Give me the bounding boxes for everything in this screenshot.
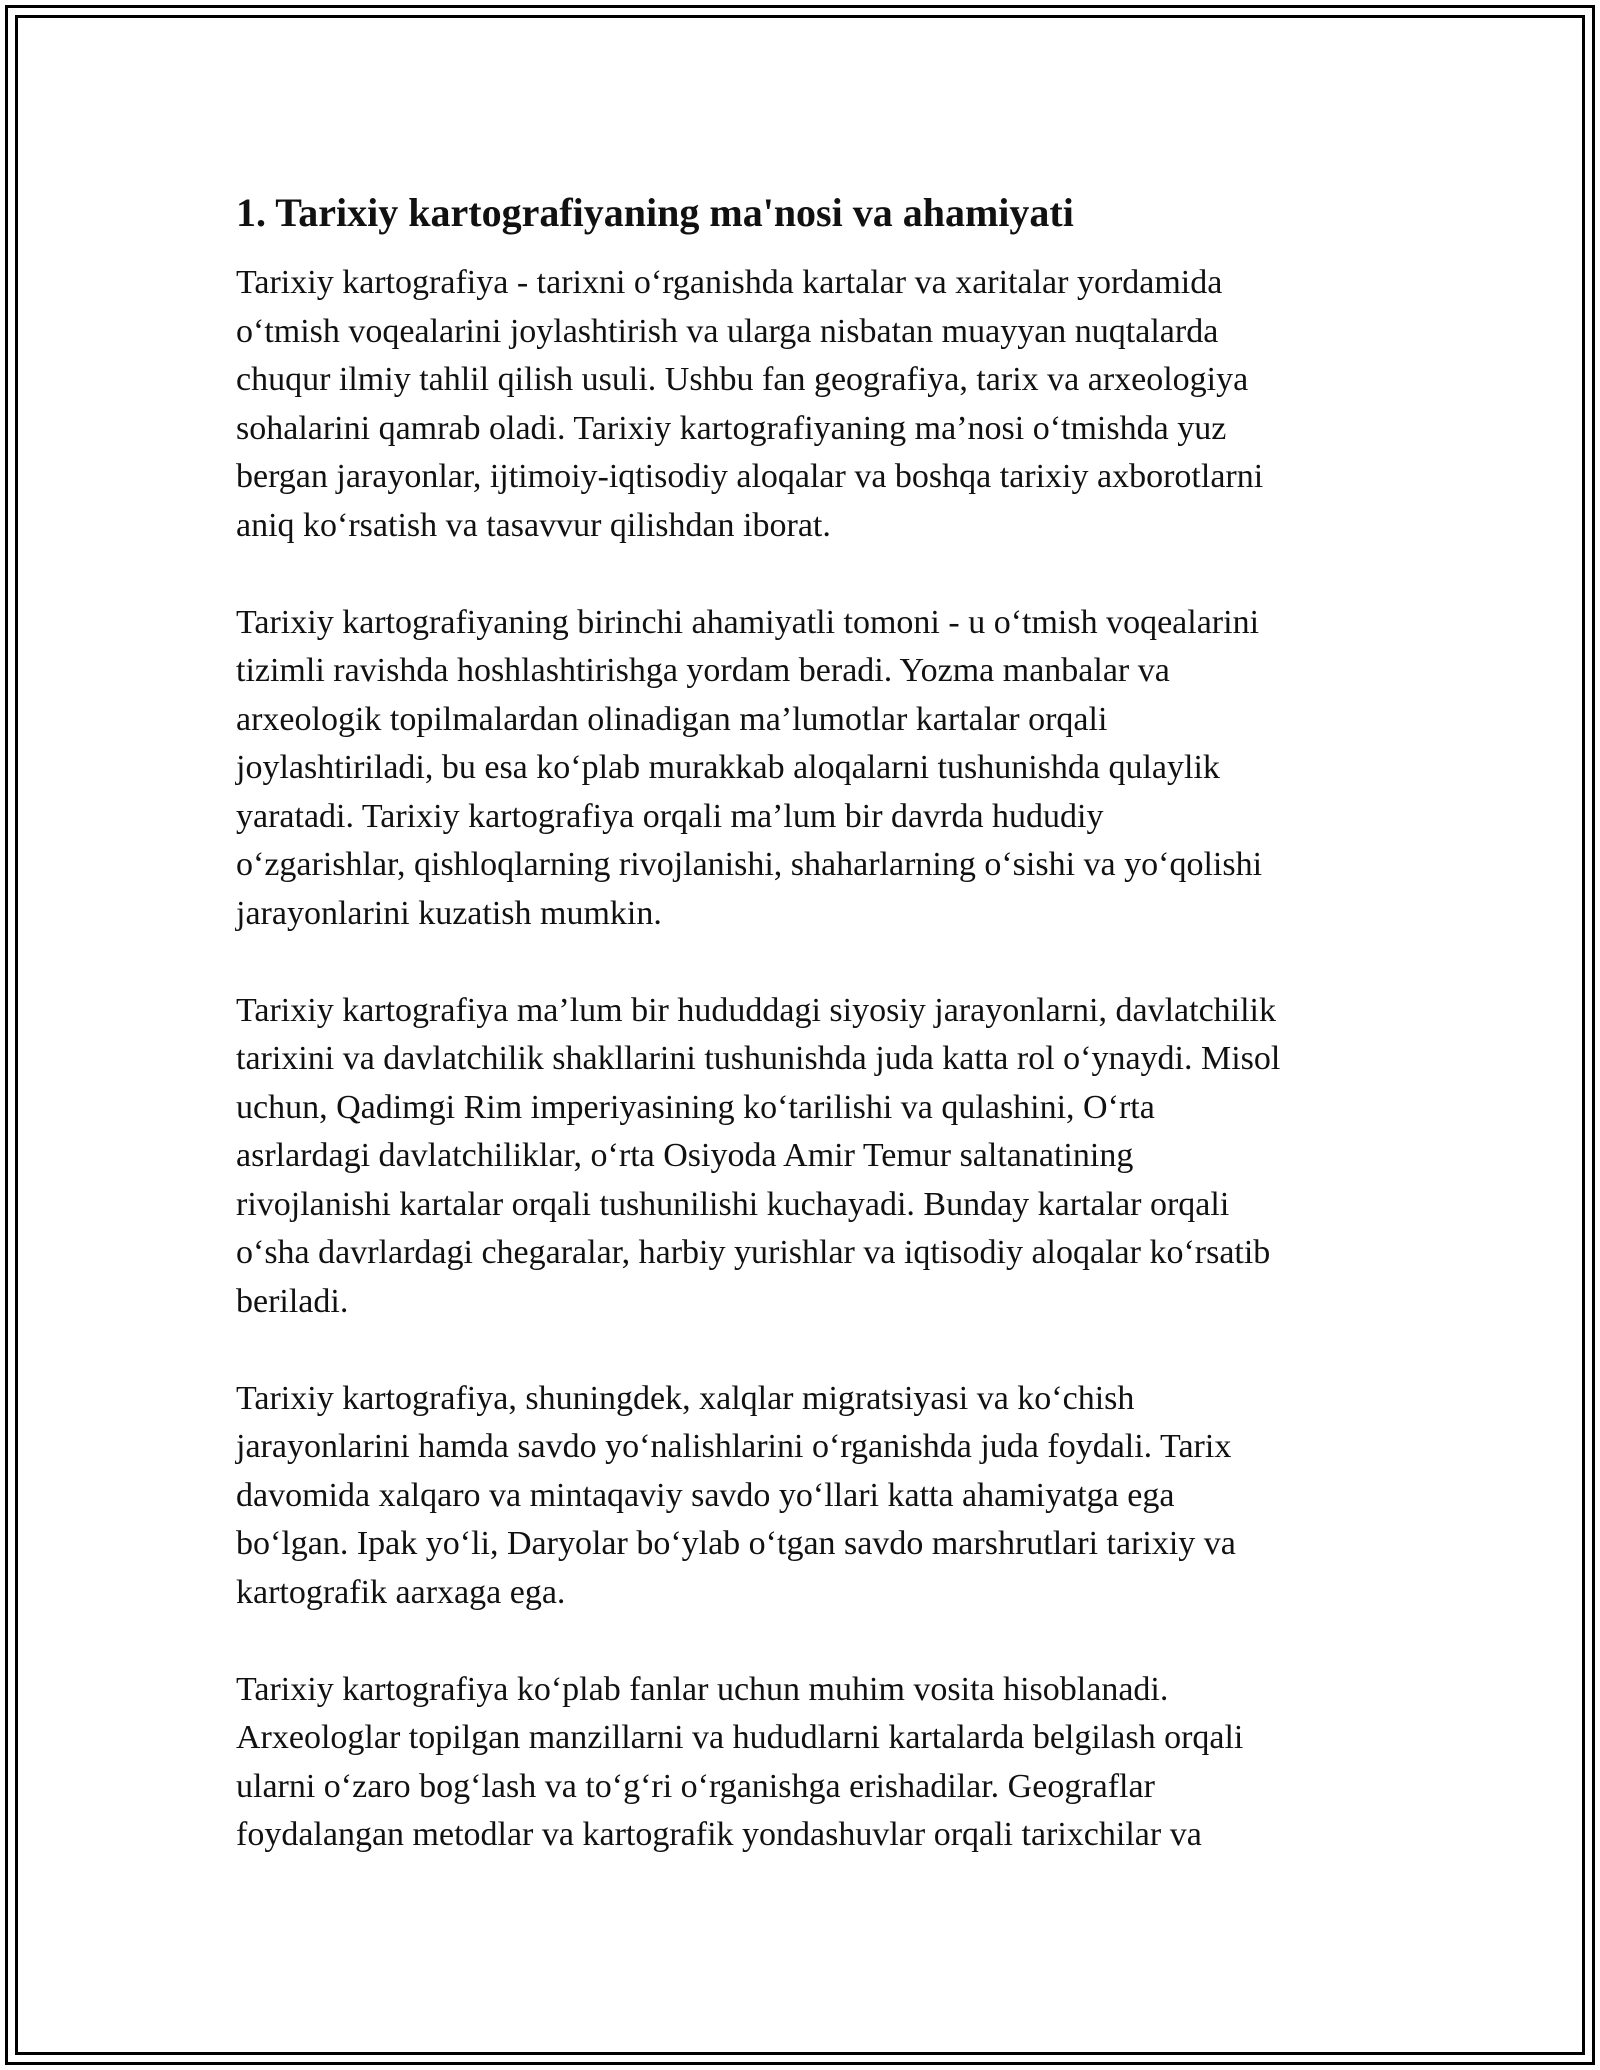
text-line: o‘zgarishlar, qishloqlarning rivojlanishi, shaharlarning o‘sishi va yo‘qolishi <box>236 846 1263 883</box>
text-line: kartografik aarxaga ega. <box>236 1573 566 1611</box>
paragraph <box>236 987 1386 1327</box>
text-line: joylashtiriladi, bu esa ko‘plab murakkab aloqalarni tushunishda qulaylik <box>236 749 1220 786</box>
text-line: tarixini va davlatchilik shakllarini tushunishda juda katta rol o‘ynaydi. Misol <box>236 1040 1281 1077</box>
document-body <box>236 185 1386 1908</box>
paragraph <box>236 599 1386 939</box>
text-line: davomida xalqaro va mintaqaviy savdo yo‘llari katta ahamiyatga ega <box>236 1476 1175 1514</box>
text-line: uchun, Qadimgi Rim imperiyasining ko‘tarilishi va qulashini, O‘rta <box>236 1088 1155 1126</box>
paragraph <box>236 259 1386 550</box>
text-line: Tarixiy kartografiya ko‘plab fanlar uchun muhim vosita hisoblanadi. <box>236 1670 1169 1708</box>
text-line: bergan jarayonlar, ijtimoiy-iqtisodiy aloqalar va boshqa tarixiy axborotlarni <box>236 458 1264 495</box>
text-line: sohalarini qamrab oladi. Tarixiy kartografiyaning ma’nosi o‘tmishda yuz <box>236 409 1227 447</box>
text-line: arxeologik topilmalardan olinadigan ma’lumotlar kartalar orqali <box>236 700 1108 738</box>
section-heading: 1. Tarixiy kartografiyaning ma'nosi va ahamiyati <box>236 190 1074 235</box>
text-line: chuqur ilmiy tahlil qilish usuli. Ushbu fan geografiya, tarix va arxeologiya <box>236 361 1249 398</box>
text-line: asrlardagi davlatchiliklar, o‘rta Osiyoda Amir Temur saltanatining <box>236 1137 1134 1174</box>
text-line: tizimli ravishda hoshlashtirishga yordam beradi. Yozma manbalar va <box>236 652 1170 689</box>
text-line: o‘tmish voqealarini joylashtirish va ularga nisbatan muayyan nuqtalarda <box>236 312 1219 350</box>
text-line: Tarixiy kartografiya, shuningdek, xalqlar migratsiyasi va ko‘chish <box>236 1379 1135 1417</box>
text-line: bo‘lgan. Ipak yo‘li, Daryolar bo‘ylab o‘tgan savdo marshrutlari tarixiy va <box>236 1525 1236 1562</box>
text-line: ularni o‘zaro bog‘lash va to‘g‘ri o‘rganishga erishadilar. Geograflar <box>236 1767 1155 1805</box>
text-line: Tarixiy kartografiyaning birinchi ahamiyatli tomoni - u o‘tmish voqealarini <box>236 603 1260 641</box>
text-line: jarayonlarini hamda savdo yo‘nalishlarini o‘rganishda juda foydali. Tarix <box>236 1428 1232 1465</box>
paragraph-list <box>236 259 1386 1860</box>
text-line: o‘sha davrlardagi chegaralar, harbiy yurishlar va iqtisodiy aloqalar ko‘rsatib <box>236 1234 1271 1271</box>
text-line: rivojlanishi kartalar orqali tushunilishi kuchayadi. Bunday kartalar orqali <box>236 1185 1230 1223</box>
paragraph <box>236 1375 1386 1618</box>
text-line: beriladi. <box>236 1282 349 1320</box>
paragraph <box>236 1666 1386 1860</box>
text-line: foydalangan metodlar va kartografik yondashuvlar orqali tarixchilar va <box>236 1816 1202 1853</box>
text-line: Tarixiy kartografiya - tarixni o‘rganishda kartalar va xaritalar yordamida <box>236 264 1223 301</box>
text-line: aniq ko‘rsatish va tasavvur qilishdan iborat. <box>236 506 831 544</box>
text-line: Arxeologlar topilgan manzillarni va hududlarni kartalarda belgilash orqali <box>236 1719 1244 1756</box>
text-line: yaratadi. Tarixiy kartografiya orqali ma’lum bir davrda hududiy <box>236 797 1104 835</box>
text-line: Tarixiy kartografiya ma’lum bir hududdagi siyosiy jarayonlarni, davlatchilik <box>236 991 1277 1029</box>
text-line: jarayonlarini kuzatish mumkin. <box>236 894 662 932</box>
